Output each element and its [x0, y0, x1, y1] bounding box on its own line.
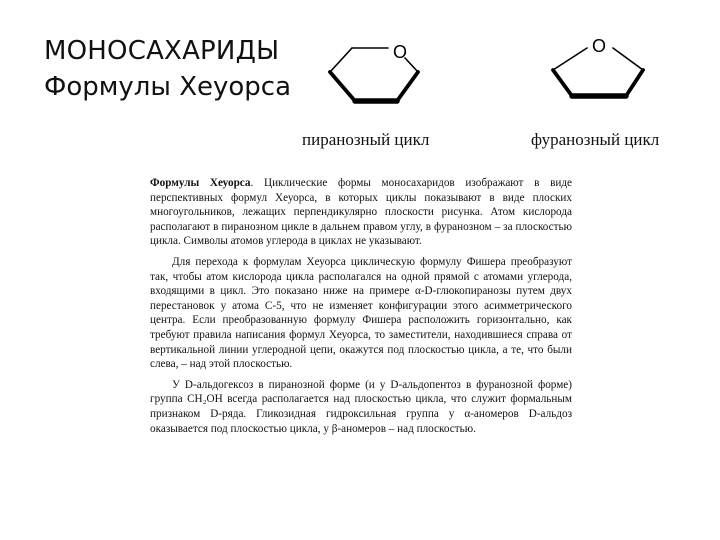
furanose-caption: фуранозный цикл [531, 130, 660, 149]
pyranose-caption: пиранозный цикл [302, 130, 430, 149]
pyranose-oxygen-label: O [393, 42, 408, 62]
paragraph-1-text: . Циклические формы моносахаридов изображают в виде перспективных формул Хеуорса, в которых циклы показывают в виде плоских многоугольников, лежащих перпендикулярно плоскости рисунка. Атом кислорода располагают в пиранозном цикле в дальнем правом углу, в фуранозном – за плоскостью цикла. Символы атомов углерода в циклах не указывают. [150, 177, 572, 248]
slide-subtitle: Формулы Хеуорса [44, 72, 292, 102]
textbook-excerpt [150, 176, 572, 436]
paragraph-1 [150, 176, 572, 249]
term-haworth: Формулы Хеуорса [150, 177, 251, 189]
slide-title: МОНОСАХАРИДЫ [44, 36, 280, 66]
paragraph-3: У D-альдогексоз в пиранозной форме (и у D-альдопентоз в фуранозной форме) группа CH₂OH всегда располагается над плоскостью цикла, что служит формальным признаком D-ряда. Гликозидная гидроксильная группа у α-аномеров D-альдоз оказывается под плоскостью цикла, у β-аномеров – над плоскостью. [150, 378, 572, 435]
paragraph-2: Для перехода к формулам Хеуорса циклическую формулу Фишера преобразуют так, чтобы атом кислорода цикла располагался на одной прямой с атомами углерода, входящими в цикл. Это показано ниже на примере α-D-глюкопиранозы путем двух перестановок у атома С-5, что не изменяет конфигурации этого асимметрического центра. Если преобразованную формулу Фишера расположить горизонтально, как требуют правила написания формул Хеуорса, то заместители, находившиеся справа от вертикальной линии углеродной цепи, окажутся под плоскостью цикла, а те, что были слева, – над этой плоскостью. [150, 255, 572, 371]
furanose-oxygen-label: O [592, 36, 607, 56]
